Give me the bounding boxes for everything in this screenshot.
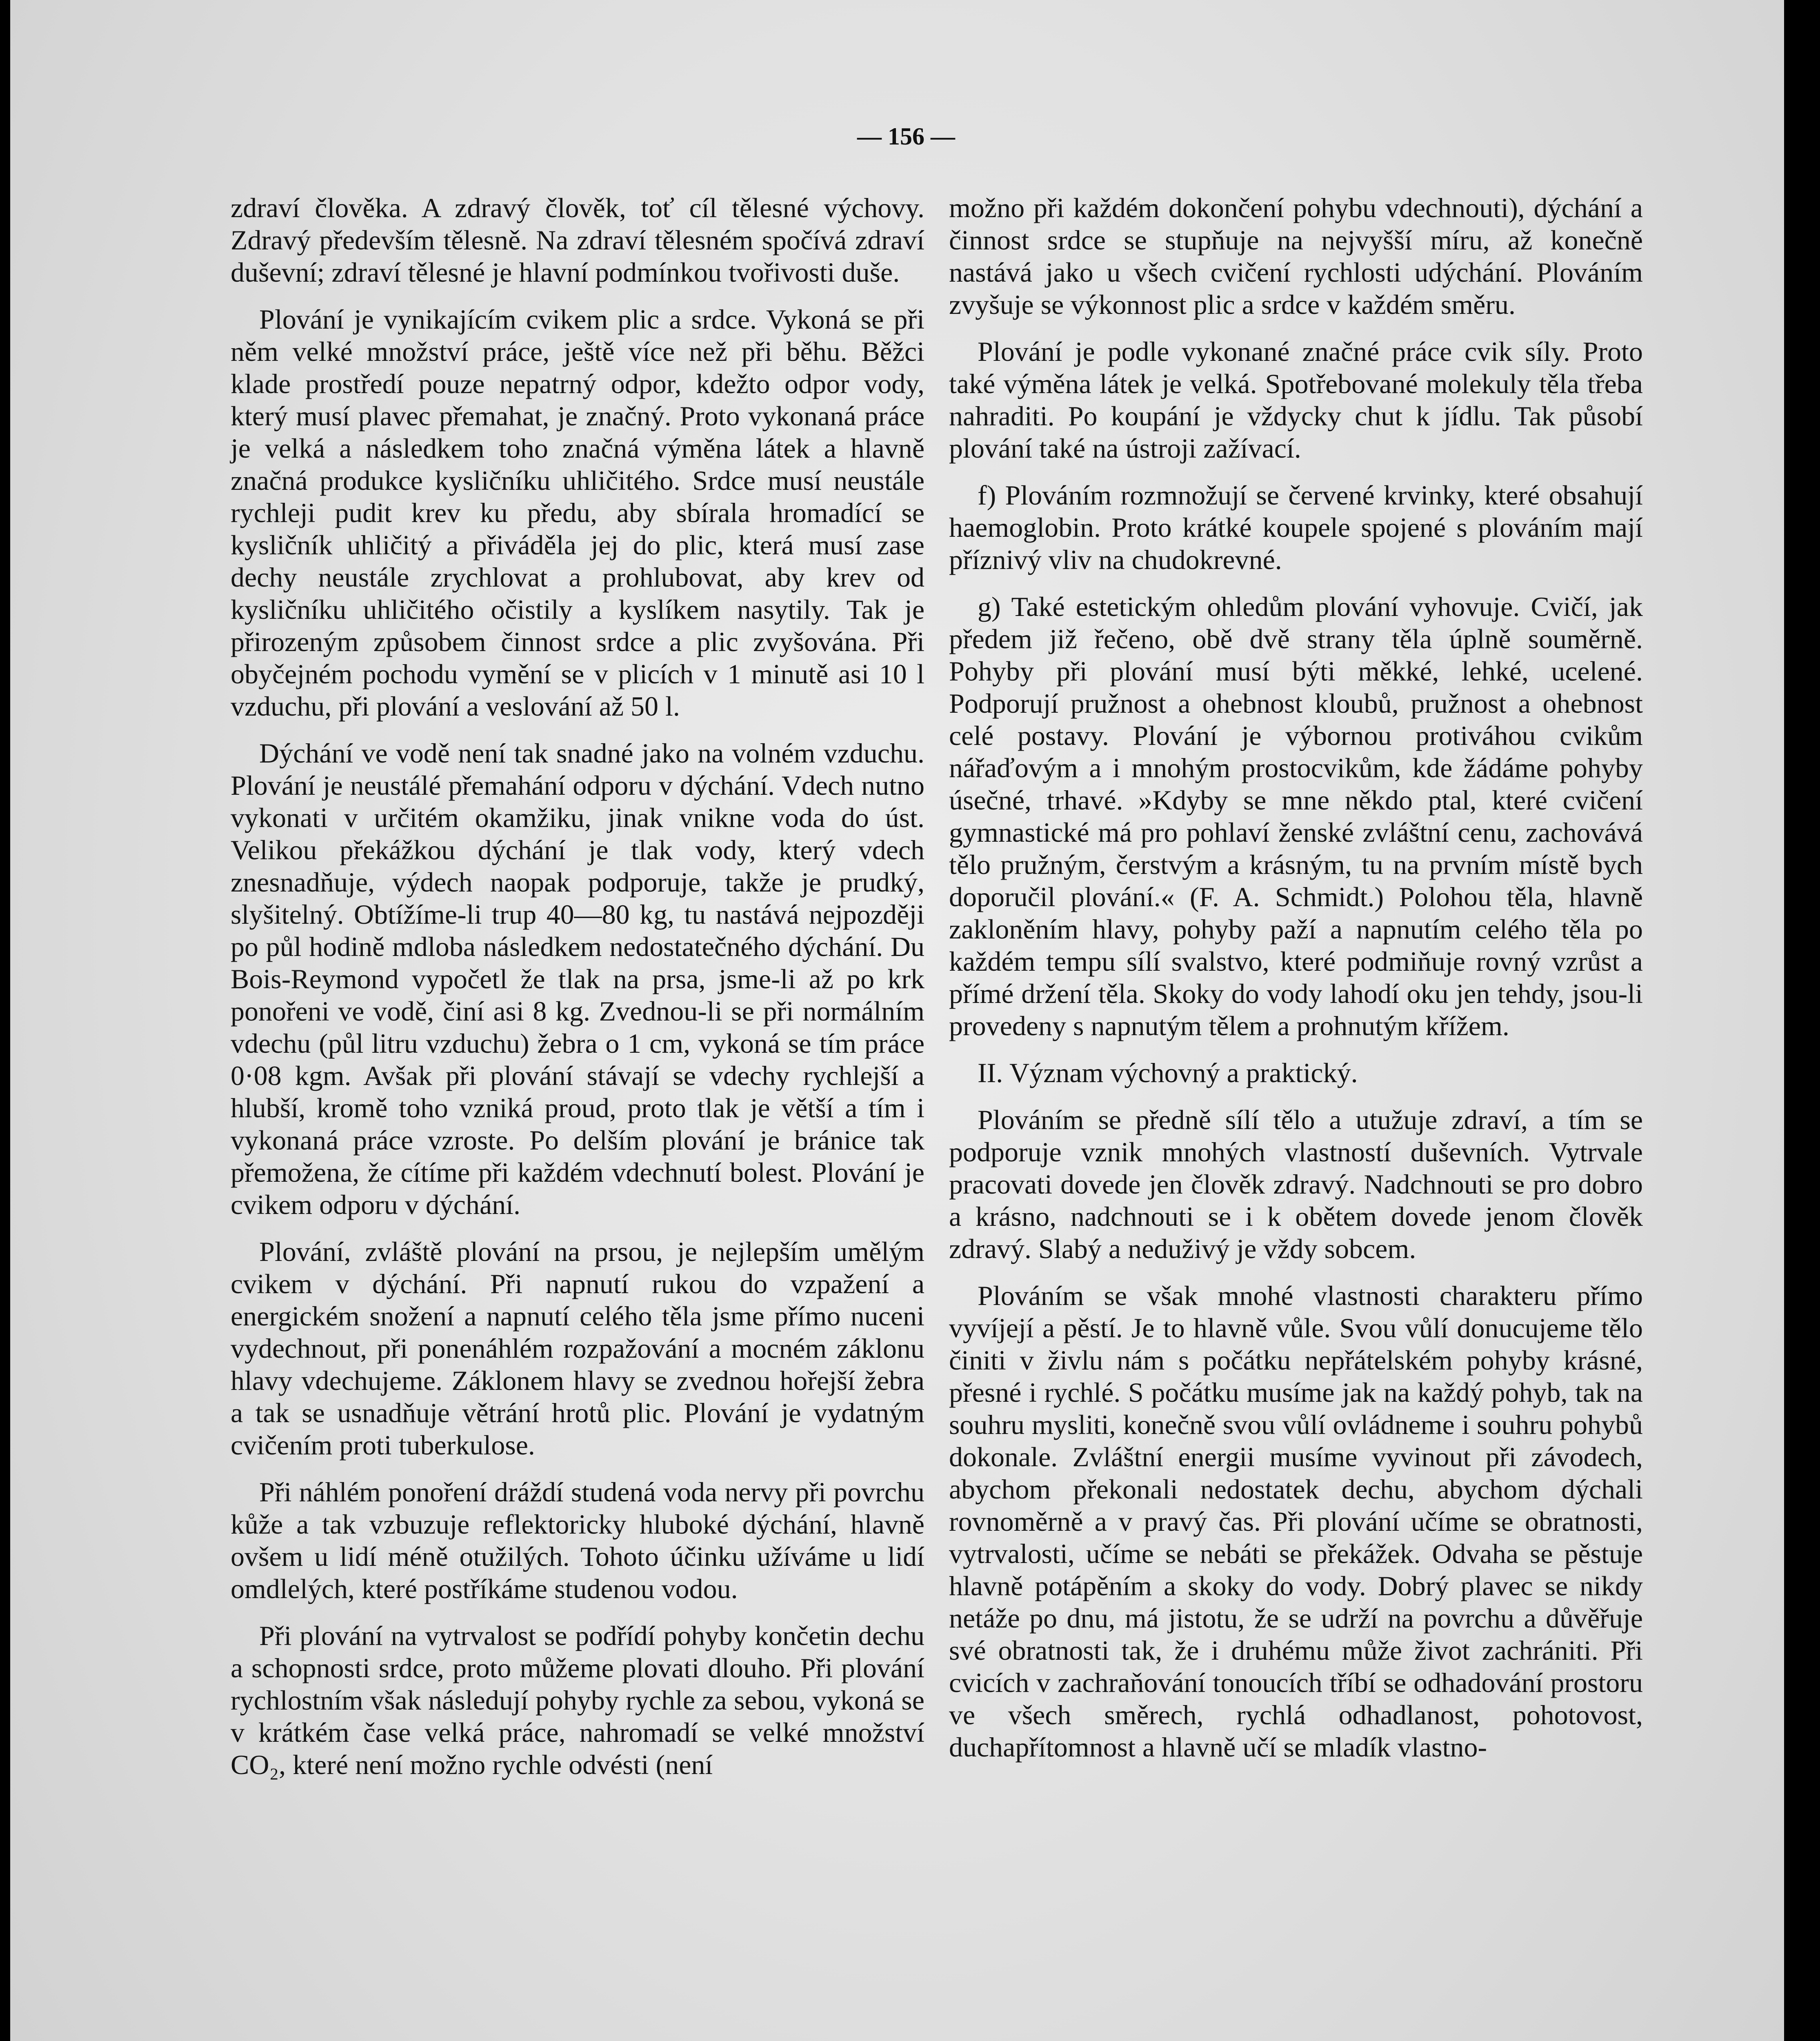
paragraph: Při náhlém ponoření dráždí studená voda nervy při povrchu kůže a tak vzbuzuje reflektoricky hluboké dýchání, hlavně ovšem u lidí méně otužilých. Tohoto účinku užíváme u lidí omdlelých, které postříkáme studenou vodou. xyxy=(231,1476,924,1604)
paragraph: Dýchání ve vodě není tak snadné jako na volném vzduchu. Plování je neustálé přemahání odporu v dýchání. Vdech nutno vykonati v určitém okamžiku, jinak vnikne voda do úst. Velikou překážkou dýchání je tlak vody, který vdech znesnadňuje, výdech naopak podporuje, takže je prudký, slyšitelný. Obtížíme-li trup 40—80 kg, tu nastává nejpozději po půl hodině mdloba následkem nedostatečného dýchání. Du Bois-Reymond vypočetl že tlak na prsa, jsme-li až po krk ponořeni ve vodě, činí asi 8 kg. Zvednou-li se při normálním vdechu (půl litru vzduchu) žebra o 1 cm, vykoná se tím práce 0·08 kgm. Avšak při plování stávají se vdechy rychlejší a hlubší, kromě toho vzniká proud, proto tlak je větší a tím i vykonaná práce vzroste. Po delším plování je bránice tak přemožena, že cítíme při každém vdechnutí bolest. Plování je cvikem odporu v dýchání. xyxy=(231,738,924,1220)
paragraph: Plováním se však mnohé vlastnosti charakteru přímo vyvíjejí a pěstí. Je to hlavně vůle. Svou vůlí donucujeme tělo činiti v živlu nám s počátku nepřátelském pohyby krásné, přesné i rychlé. S počátku musíme jak na každý pohyb, tak na souhru mysliti, konečně svou vůlí ovládneme i souhru pohybů dokonale. Zvláštní energii musíme vyvinout při závodech, abychom překonali nedostatek dechu, abychom dýchali rovnoměrně a v pravý čas. Při plování učíme se obratnosti, vytrvalosti, učíme se nebáti se překážek. Odvaha se pěstuje hlavně potápěním a skoky do vody. Dobrý plavec se nikdy netáže po dnu, má jistotu, že se udrží na povrchu a důvěřuje své obratnosti tak, že i druhému může život zachrániti. Při cvicích v zachraňování tonoucích tříbí se odhadování prostoru ve všech směrech, rychlá odhadlanost, pohotovost, duchapřítomnost a hlavně učí se mladík vlastno- xyxy=(949,1280,1643,1763)
paragraph: g) Také estetickým ohledům plování vyhovuje. Cvičí, jak předem již řečeno, obě dvě strany těla úplně souměrně. Pohyby při plování musí býti měkké, lehké, ucelené. Podporují pružnost a ohebnost kloubů, pružnost a ohebnost celé postavy. Plování je výbornou protiváhou cvikům nářaďovým a i mnohým prostocvikům, kde žádáme pohyby úsečné, trhavé. »Kdyby se mne někdo ptal, které cvičení gymnastické má pro pohlaví ženské zvláštní cenu, zachovává tělo pružným, čerstvým a krásným, tu na prvním místě bych doporučil plování.« (F. A. Schmidt.) Polohou těla, hlavně zakloněním hlavy, pohyby paží a napnutím celého těla po každém tempu sílí svalstvo, které podmiňuje rovný vzrůst a přímé držení těla. Skoky do vody lahodí oku jen tehdy, jsou-li provedeny s napnutým tělem a prohnutým křížem. xyxy=(949,591,1643,1041)
paragraph: Plováním se předně sílí tělo a utužuje zdraví, a tím se podporuje vznik mnohých vlastností duševních. Vytrvale pracovati dovede jen člověk zdravý. Nadchnouti se pro dobro a krásno, nadchnouti se i k obětem dovede jenom člověk zdravý. Slabý a neduživý je vždy sobcem. xyxy=(949,1104,1643,1264)
section-heading: II. Význam výchovný a praktický. xyxy=(978,1057,1358,1088)
paragraph: Při plování na vytrvalost se podřídí pohyby končetin dechu a schopnosti srdce, proto můžeme plovati dlouho. Při plování rychlostním však následují pohyby rychle za sebou, vykoná se v krátkém čase velká práce, nahromadí se velké množství CO₂, které není možno rychle odvésti (není xyxy=(231,1620,924,1780)
paragraph: zdraví člověka. A zdravý člověk, toť cíl tělesné výchovy. Zdravý především tělesně. Na zdraví tělesném spočívá zdraví duševní; zdraví tělesné je hlavní podmínkou tvořivosti duše. xyxy=(231,192,924,288)
scan-border xyxy=(1784,0,1802,2041)
paragraph: f) Plováním rozmnožují se červené krvinky, které obsahují haemoglobin. Proto krátké koupele spojené s plováním mají příznivý vliv na chudokrevné. xyxy=(949,480,1643,575)
page-number: — 156 — xyxy=(857,123,955,150)
paragraph: Plování je podle vykonané značné práce cvik síly. Proto také výměna látek je velká. Spotřebované molekuly těla třeba nahraditi. Po koupání je vždycky chut k jídlu. Tak působí plování také na ústroji zažívací. xyxy=(949,336,1643,464)
paragraph: Plování je vynikajícím cvikem plic a srdce. Vykoná se při něm velké množství práce, ještě více než při běhu. Běžci klade prostředí pouze nepatrný odpor, kdežto odpor vody, který musí plavec přemahat, je značný. Proto vykonaná práce je velká a následkem toho značná výměna látek a hlavně značná produkce kysličníku uhličitého. Srdce musí neustále rychleji pudit krev ku předu, aby sbírala hromadící se kysličník uhličitý a přiváděla jej do plic, která musí zase dechy neustále zrychlovat a prohlubovat, aby krev od kysličníku uhličitého očistily a kyslíkem nasytily. Tak je přirozeným způsobem činnost srdce a plic zvyšována. Při obyčejném pochodu vymění se v plicích v 1 minutě asi 10 l vzduchu, při plování a veslování až 50 l. xyxy=(231,304,924,722)
paragraph: možno při každém dokončení pohybu vdechnouti), dýchání a činnost srdce se stupňuje na nejvyšší míru, až konečně nastává jako u všech cvičení rychlosti udýchání. Plováním zvyšuje se výkonnost plic a srdce v každém směru. xyxy=(949,192,1643,320)
book-page xyxy=(10,0,1802,2041)
right-column xyxy=(949,192,1643,1778)
paragraph: Plování, zvláště plování na prsou, je nejlepším umělým cvikem v dýchání. Při napnutí rukou do vzpažení a energickém snožení a napnutí celého těla jsme přímo nuceni vydechnout, při ponenáhlém rozpažování a mocném záklonu hlavy vdechujeme. Záklonem hlavy se zvednou hořejší žebra a tak se usnadňuje větrání hrotů plic. Plování je vydatným cvičením proti tuberkulose. xyxy=(231,1236,924,1461)
left-column xyxy=(231,192,924,1796)
